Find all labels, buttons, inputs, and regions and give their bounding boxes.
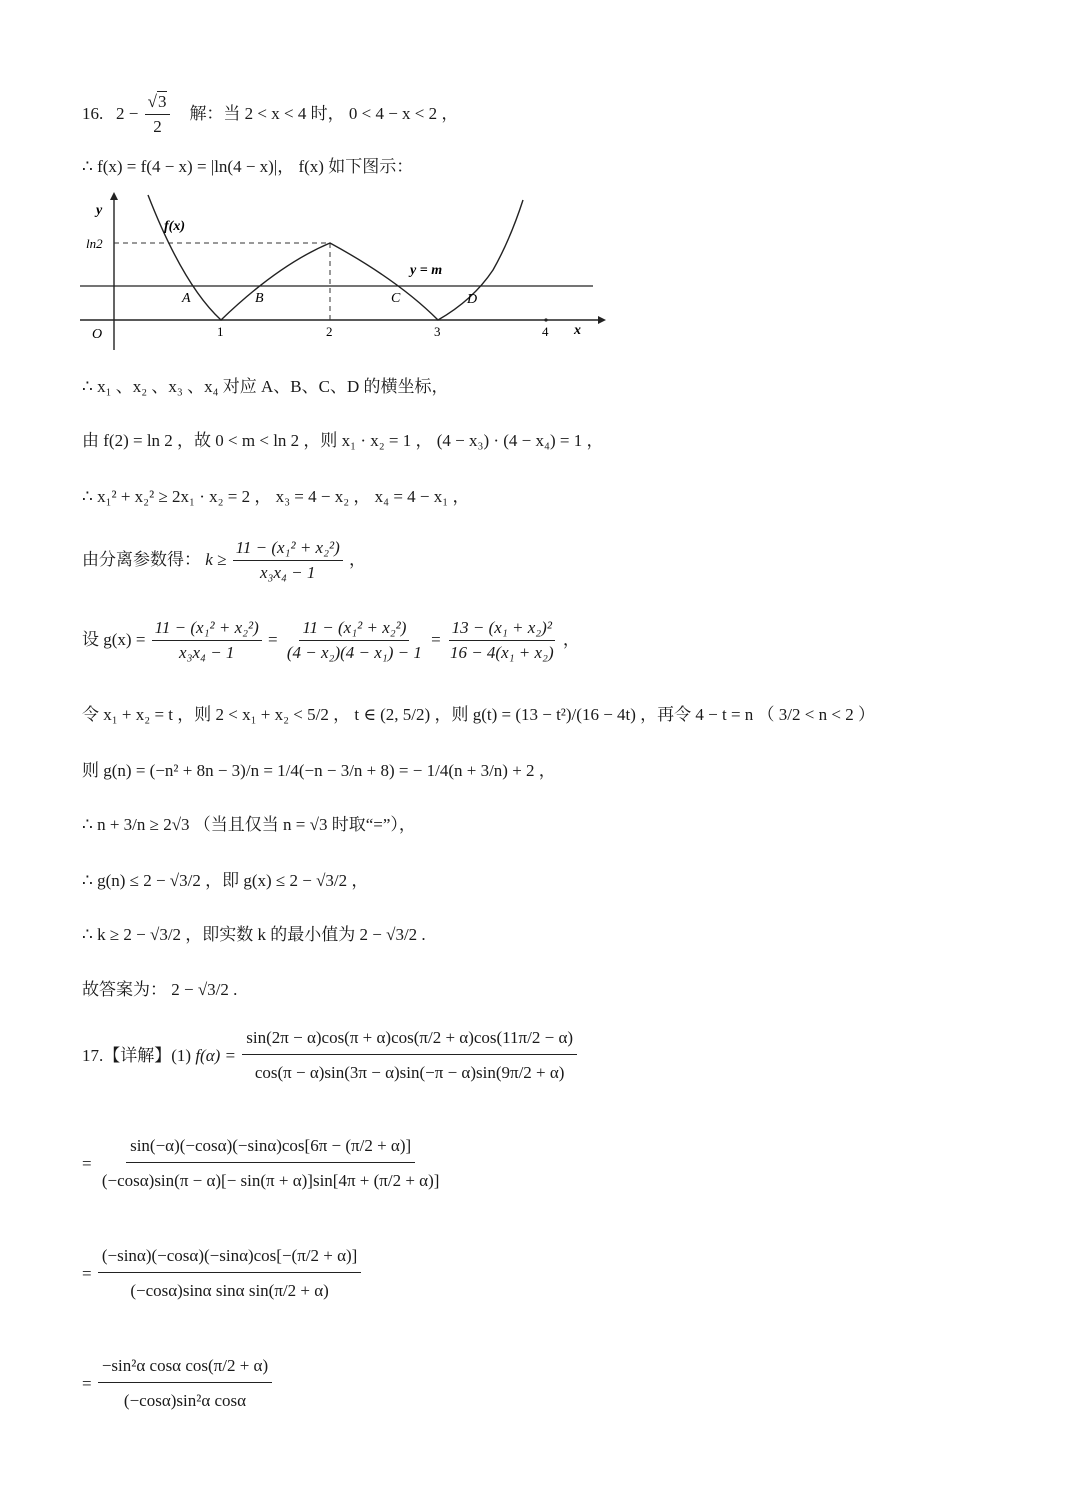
x-axis-label: x bbox=[574, 323, 581, 338]
q17-step0: 17.【详解】(1) f(α) = $\frac{\sin(2\pi - \alpha)\cos(\pi + \alpha)\cos(\pi/2 + \alpha)\cos(11\pi/2 - \alpha)}{\cos(\pi - \alpha)\sin(3\pi - \alpha)\sin(-\pi - \alpha)\sin(9\pi/2 + \alpha)}$ bbox=[82, 1022, 579, 1092]
q16-line5: ∴ x₁² + x₂² ≥ 2x₁ · x₂ = 2 ， x₃ = 4 − x₂ ， x₄ = 4 − x₁ ， bbox=[82, 487, 470, 506]
ym-label: y = m bbox=[410, 263, 443, 278]
q16-line13: 故答案为： 2 − √3/2 . bbox=[82, 980, 238, 999]
q16-line4: 由 f(2) = ln 2 ，故 0 < m < ln 2 ，则 x₁ · x₂ = 1 ， (4 − x₃) · (4 − x₄) = 1 ， bbox=[82, 431, 604, 450]
q16-line7: 设 g(x) = $\frac{\text{11 − (x₁² + x₂²)}}{\text{x₃x₄ − 1}}$ = $\frac{\text{11 − (x₁² + x₂²)}}{\text{(4 − x₂)(4 − x₁) − 1}}$ = $\frac{\text{13 − (x₁ + x₂)²}}{\text{16 − 4(x₁ + x₂)}}$ ， bbox=[82, 618, 580, 663]
q16-line1: 解：当 2 < x < 4 时， 0 < 4 − x < 2 ， bbox=[189, 103, 459, 123]
tick-1: 1 bbox=[217, 324, 224, 339]
q16-number: 16. bbox=[82, 103, 104, 123]
q16-line10: ∴ n + 3/n ≥ 2√3 （当且仅当 n = √3 时取“=”）， bbox=[82, 815, 416, 834]
function-graph bbox=[78, 190, 608, 355]
q16-line8: 令 x₁ + x₂ = t ，则 2 < x₁ + x₂ < 5/2 ， t ∈ (2, 5/2) ，则 g(t) = (13 − t²)/(16 − 4t) ，再令 4 − t = n （ 3/2 < n < 2 ） bbox=[82, 705, 875, 724]
q16-line2: ∴ f(x) = f(4 − x) = |ln(4 − x)|， f(x) 如下图示： bbox=[82, 157, 414, 176]
origin-label: O bbox=[92, 327, 103, 342]
q16-line9: 则 g(n) = (−n² + 8n − 3)/n = 1/4(−n − 3/n + 8) = − 1/4(n + 3/n) + 2 ， bbox=[82, 761, 556, 780]
tick-2: 2 bbox=[326, 324, 333, 339]
q16-line3: ∴ x₁ 、x₂ 、x₃ 、x₄ 对应 A、B、C、D 的横坐标， bbox=[82, 377, 449, 396]
q17-step3: = $\frac{\text{−sin²α cosα cos(π/2 + α)}}{\text{(−cosα)sin²α cosα}}$ bbox=[82, 1350, 274, 1420]
q17-step1: = $\frac{\sin(-\alpha)(-\cos\alpha)(-\sin\alpha)\cos[6\pi - (\pi/2 + \alpha)]}{(-\cos\alpha)\sin(\pi - \alpha)[- \sin(\pi + \alpha)]\sin[4\pi + (\pi/2 + \alpha)]}$ bbox=[82, 1130, 445, 1200]
q16-header bbox=[82, 92, 458, 138]
point-d-label: D bbox=[467, 292, 478, 307]
tick-4: 4 bbox=[542, 324, 549, 339]
q17-label: 17.【详解】(1) bbox=[82, 1045, 192, 1065]
q16-answer: 2 − $\frac{√3}{2}$ bbox=[112, 104, 177, 123]
q16-line6: 由分离参数得： k ≥ $\frac{\text{11 − (x₁² + x₂²)}}{\text{x₃x₄ − 1}}$ ， bbox=[82, 538, 366, 583]
ln2-label: ln2 bbox=[86, 236, 103, 251]
q16-line11: ∴ g(n) ≤ 2 − √3/2 ，即 g(x) ≤ 2 − √3/2 ， bbox=[82, 871, 369, 890]
point-b-label: B bbox=[255, 291, 264, 306]
q16-line12: ∴ k ≥ 2 − √3/2 ，即实数 k 的最小值为 2 − √3/2 . bbox=[82, 925, 426, 944]
tick-3: 3 bbox=[434, 324, 441, 339]
y-axis-label: y bbox=[96, 203, 103, 218]
point-a-label: A bbox=[182, 291, 191, 306]
point-c-label: C bbox=[391, 291, 401, 306]
q17-step2: = $\frac{(-\sin\alpha)(-\cos\alpha)(-\sin\alpha)\cos[-(\pi/2 + \alpha)]}{\text{(−cosα)sinα sinα sin(π/2 + α)}}$ bbox=[82, 1240, 363, 1310]
fx-label: f(x) bbox=[164, 219, 185, 234]
